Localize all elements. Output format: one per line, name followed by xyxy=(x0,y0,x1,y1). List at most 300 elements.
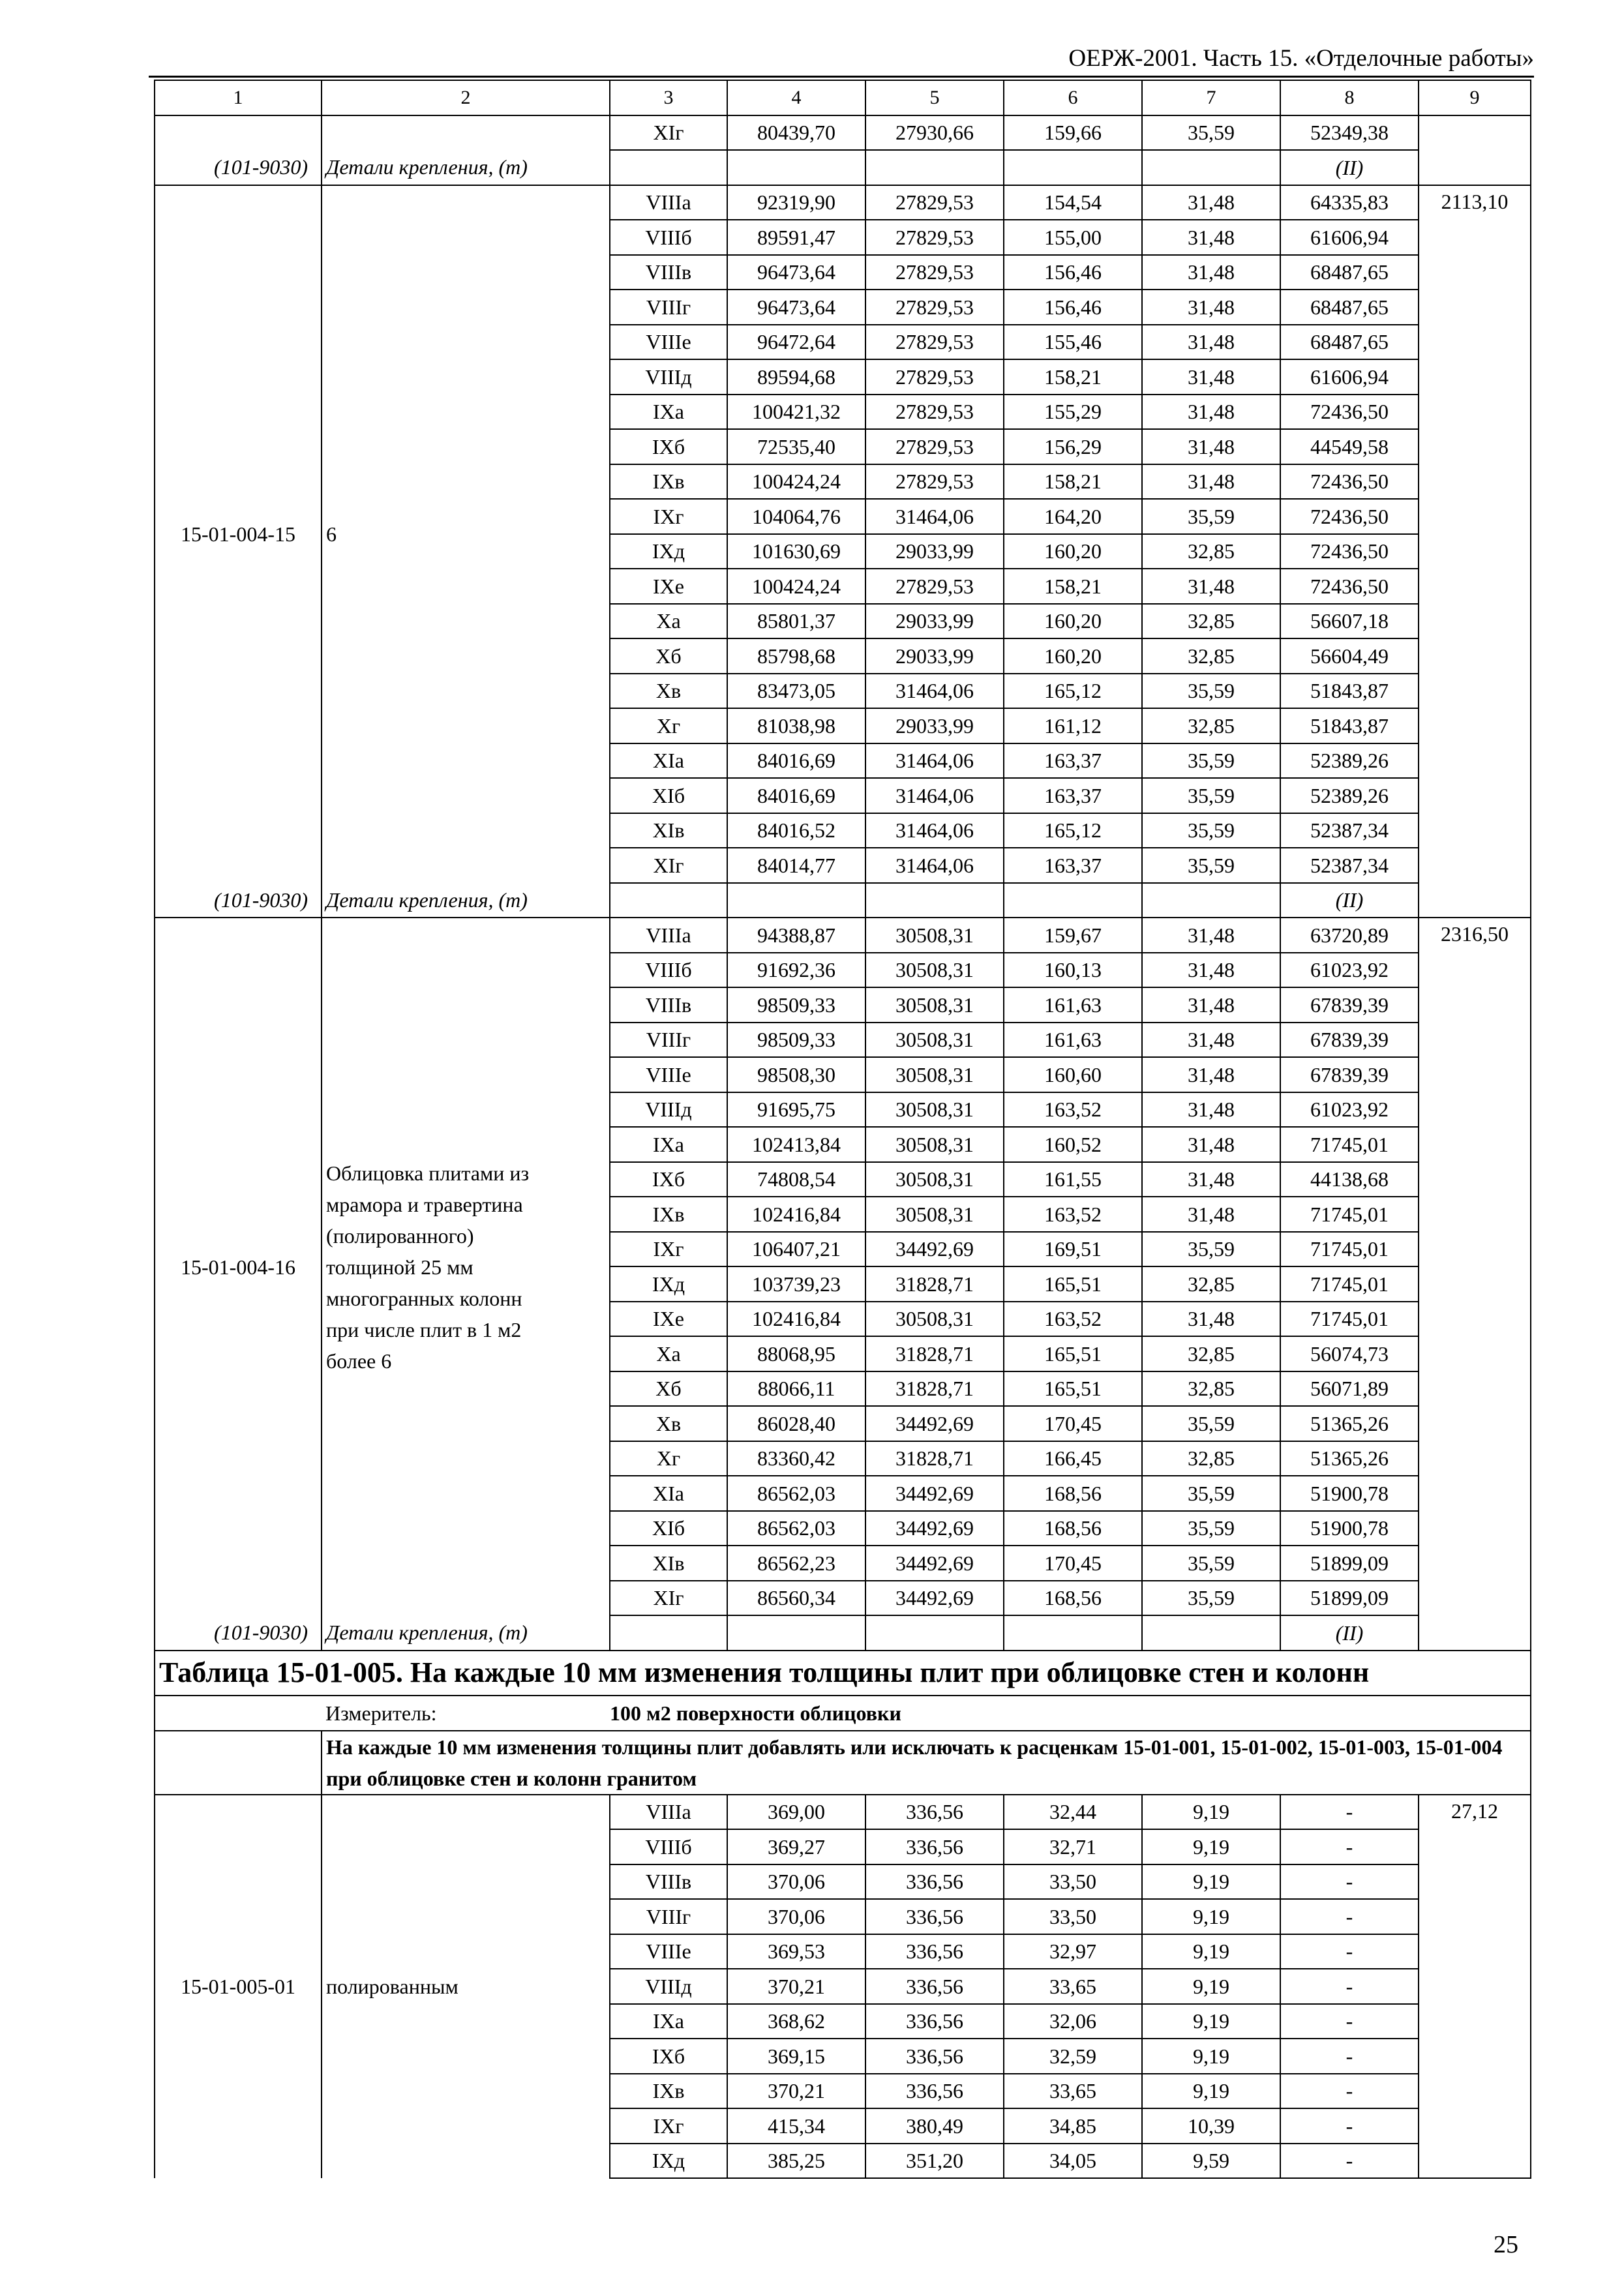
zone-code: VIIIа xyxy=(610,185,727,220)
measure-label: Измеритель: xyxy=(322,1696,610,1731)
machines-cost: 158,21 xyxy=(1004,359,1142,395)
empty-cell xyxy=(1142,883,1280,918)
materials-cost: 72436,50 xyxy=(1280,534,1419,569)
rate-description xyxy=(322,918,610,1615)
machines-cost: 155,00 xyxy=(1004,220,1142,255)
machines-cost: 154,54 xyxy=(1004,185,1142,220)
zone-code: VIIIе xyxy=(610,325,727,360)
wages: 34492,69 xyxy=(865,1232,1004,1267)
wages: 336,56 xyxy=(865,1899,1004,1934)
total-cost: 104064,76 xyxy=(727,499,865,534)
total-cost: 370,06 xyxy=(727,1864,865,1900)
wages: 31464,06 xyxy=(865,674,1004,709)
empty-cell xyxy=(1004,1615,1142,1651)
column-number: 7 xyxy=(1142,80,1280,115)
wages: 336,56 xyxy=(865,1864,1004,1900)
materials-cost: - xyxy=(1280,2108,1419,2144)
machinist-wages: 35,59 xyxy=(1142,1476,1280,1511)
rate-description: полированным xyxy=(322,1795,610,2179)
materials-cost: 61606,94 xyxy=(1280,359,1419,395)
rate-description: 6 xyxy=(322,185,610,883)
materials-cost: 52387,34 xyxy=(1280,848,1419,883)
zone-code: IXв xyxy=(610,1197,727,1232)
total-cost: 102416,84 xyxy=(727,1302,865,1337)
wages: 31828,71 xyxy=(865,1441,1004,1476)
labor-hours xyxy=(1419,115,1531,185)
wages: 30508,31 xyxy=(865,1302,1004,1337)
machines-cost: 161,55 xyxy=(1004,1162,1142,1197)
wages: 31828,71 xyxy=(865,1266,1004,1302)
machines-cost: 168,56 xyxy=(1004,1581,1142,1616)
zone-code: IXг xyxy=(610,1232,727,1267)
empty-cell xyxy=(727,883,865,918)
materials-cost: 71745,01 xyxy=(1280,1266,1419,1302)
total-cost: 98509,33 xyxy=(727,1023,865,1058)
machines-cost: 34,05 xyxy=(1004,2144,1142,2179)
materials-cost: 61023,92 xyxy=(1280,953,1419,988)
wages: 27829,53 xyxy=(865,255,1004,290)
materials-cost: - xyxy=(1280,2004,1419,2039)
wages: 29033,99 xyxy=(865,534,1004,569)
wages: 336,56 xyxy=(865,1829,1004,1864)
materials-cost: 51365,26 xyxy=(1280,1441,1419,1476)
zone-code: IXе xyxy=(610,1302,727,1337)
materials-cost: 61023,92 xyxy=(1280,1092,1419,1128)
labor-hours: 27,12 xyxy=(1419,1795,1531,2179)
materials-cost: 51843,87 xyxy=(1280,708,1419,743)
zone-code: XIг xyxy=(610,848,727,883)
wages: 34492,69 xyxy=(865,1406,1004,1441)
zone-code: XIв xyxy=(610,813,727,848)
machinist-wages: 32,85 xyxy=(1142,604,1280,639)
zone-code: VIIIд xyxy=(610,1092,727,1128)
wages: 30508,31 xyxy=(865,953,1004,988)
total-cost: 103739,23 xyxy=(727,1266,865,1302)
zone-code: VIIIд xyxy=(610,359,727,395)
machinist-wages: 35,59 xyxy=(1142,1406,1280,1441)
total-cost: 72535,40 xyxy=(727,429,865,464)
zone-code: VIIIв xyxy=(610,987,727,1023)
zone-code: IXа xyxy=(610,2004,727,2039)
zone-code: VIIIв xyxy=(610,255,727,290)
column-number-row xyxy=(155,80,1531,115)
wages: 380,49 xyxy=(865,2108,1004,2144)
wages: 27930,66 xyxy=(865,115,1004,151)
machines-cost: 33,65 xyxy=(1004,2074,1142,2109)
total-cost: 98508,30 xyxy=(727,1057,865,1092)
total-cost: 86028,40 xyxy=(727,1406,865,1441)
zone-code: VIIIг xyxy=(610,1023,727,1058)
wages: 34492,69 xyxy=(865,1511,1004,1546)
materials-cost: 51365,26 xyxy=(1280,1406,1419,1441)
column-number: 4 xyxy=(727,80,865,115)
materials-cost: 51899,09 xyxy=(1280,1581,1419,1616)
materials-cost: 72436,50 xyxy=(1280,499,1419,534)
wages: 31464,06 xyxy=(865,743,1004,779)
total-cost: 370,21 xyxy=(727,1969,865,2004)
machines-cost: 156,46 xyxy=(1004,255,1142,290)
total-cost: 86560,34 xyxy=(727,1581,865,1616)
total-cost: 96473,64 xyxy=(727,290,865,325)
total-cost: 84016,69 xyxy=(727,778,865,813)
machinist-wages: 31,48 xyxy=(1142,987,1280,1023)
materials-cost: 72436,50 xyxy=(1280,395,1419,430)
materials-cost: 52387,34 xyxy=(1280,813,1419,848)
materials-cost: 52349,38 xyxy=(1280,115,1419,151)
machinist-wages: 31,48 xyxy=(1142,464,1280,500)
wages: 31464,06 xyxy=(865,813,1004,848)
wages: 27829,53 xyxy=(865,429,1004,464)
machines-cost: 155,29 xyxy=(1004,395,1142,430)
rate-code: 15-01-004-16 xyxy=(155,918,322,1615)
zone-code: Xб xyxy=(610,1371,727,1407)
machinist-wages: 10,39 xyxy=(1142,2108,1280,2144)
machines-cost: 163,37 xyxy=(1004,778,1142,813)
total-cost: 369,53 xyxy=(727,1934,865,1969)
wages: 31464,06 xyxy=(865,499,1004,534)
resource-code: (101-9030) xyxy=(155,150,322,185)
machinist-wages: 9,19 xyxy=(1142,2004,1280,2039)
empty-cell xyxy=(727,1615,865,1651)
empty-cell xyxy=(865,1615,1004,1651)
machinist-wages: 35,59 xyxy=(1142,813,1280,848)
machines-cost: 32,97 xyxy=(1004,1934,1142,1969)
machinist-wages: 9,59 xyxy=(1142,2144,1280,2179)
total-cost: 369,27 xyxy=(727,1829,865,1864)
zone-code: XIа xyxy=(610,1476,727,1511)
zone-code: XIб xyxy=(610,1511,727,1546)
machines-cost: 166,45 xyxy=(1004,1441,1142,1476)
total-cost: 385,25 xyxy=(727,2144,865,2179)
table-title-row xyxy=(155,1651,1531,1696)
resource-name: Детали крепления, (т) xyxy=(322,1615,610,1651)
wages: 31464,06 xyxy=(865,848,1004,883)
resource-code: (101-9030) xyxy=(155,883,322,918)
resource-name: Детали крепления, (т) xyxy=(322,150,610,185)
machinist-wages: 31,48 xyxy=(1142,1197,1280,1232)
wages: 29033,99 xyxy=(865,638,1004,674)
machinist-wages: 35,59 xyxy=(1142,1511,1280,1546)
machinist-wages: 31,48 xyxy=(1142,185,1280,220)
wages: 29033,99 xyxy=(865,604,1004,639)
empty-cell xyxy=(865,150,1004,185)
zone-code: VIIIб xyxy=(610,220,727,255)
machines-cost: 163,37 xyxy=(1004,848,1142,883)
total-cost: 84016,52 xyxy=(727,813,865,848)
materials-cost: - xyxy=(1280,1795,1419,1830)
empty-cell xyxy=(610,1615,727,1651)
total-cost: 102416,84 xyxy=(727,1197,865,1232)
resource-mark: (II) xyxy=(1280,1615,1419,1651)
machinist-wages: 32,85 xyxy=(1142,1266,1280,1302)
total-cost: 100421,32 xyxy=(727,395,865,430)
zone-code: XIв xyxy=(610,1546,727,1581)
machinist-wages: 35,59 xyxy=(1142,674,1280,709)
machines-cost: 34,85 xyxy=(1004,2108,1142,2144)
wages: 27829,53 xyxy=(865,464,1004,500)
total-cost: 86562,03 xyxy=(727,1511,865,1546)
zone-code: VIIIв xyxy=(610,1864,727,1900)
total-cost: 80439,70 xyxy=(727,115,865,151)
machines-cost: 163,37 xyxy=(1004,743,1142,779)
rate-code: 15-01-005-01 xyxy=(155,1795,322,2179)
machines-cost: 159,66 xyxy=(1004,115,1142,151)
materials-cost: 63720,89 xyxy=(1280,918,1419,953)
materials-cost: 56074,73 xyxy=(1280,1336,1419,1371)
machinist-wages: 31,48 xyxy=(1142,1127,1280,1162)
zone-code: XIб xyxy=(610,778,727,813)
total-cost: 88068,95 xyxy=(727,1336,865,1371)
total-cost: 83473,05 xyxy=(727,674,865,709)
machinist-wages: 31,48 xyxy=(1142,429,1280,464)
wages: 336,56 xyxy=(865,2004,1004,2039)
machinist-wages: 32,85 xyxy=(1142,1336,1280,1371)
machinist-wages: 31,48 xyxy=(1142,918,1280,953)
wages: 30508,31 xyxy=(865,918,1004,953)
total-cost: 98509,33 xyxy=(727,987,865,1023)
total-cost: 83360,42 xyxy=(727,1441,865,1476)
zone-code: VIIIе xyxy=(610,1934,727,1969)
zone-code: IXд xyxy=(610,2144,727,2179)
machinist-wages: 9,19 xyxy=(1142,1969,1280,2004)
materials-cost: 51843,87 xyxy=(1280,674,1419,709)
total-cost: 74808,54 xyxy=(727,1162,865,1197)
materials-cost: 44549,58 xyxy=(1280,429,1419,464)
machinist-wages: 31,48 xyxy=(1142,1023,1280,1058)
materials-cost: 51899,09 xyxy=(1280,1546,1419,1581)
machines-cost: 161,12 xyxy=(1004,708,1142,743)
materials-cost: 51900,78 xyxy=(1280,1511,1419,1546)
wages: 336,56 xyxy=(865,1934,1004,1969)
machinist-wages: 31,48 xyxy=(1142,1057,1280,1092)
materials-cost: 52389,26 xyxy=(1280,778,1419,813)
machinist-wages: 9,19 xyxy=(1142,1795,1280,1830)
resource-code: (101-9030) xyxy=(155,1615,322,1651)
total-cost: 92319,90 xyxy=(727,185,865,220)
materials-cost: 71745,01 xyxy=(1280,1197,1419,1232)
machines-cost: 158,21 xyxy=(1004,464,1142,500)
note-row xyxy=(155,1731,1531,1795)
machinist-wages: 31,48 xyxy=(1142,325,1280,360)
total-cost: 369,15 xyxy=(727,2039,865,2074)
machines-cost: 155,46 xyxy=(1004,325,1142,360)
column-number: 6 xyxy=(1004,80,1142,115)
wages: 336,56 xyxy=(865,2074,1004,2109)
materials-cost: 44138,68 xyxy=(1280,1162,1419,1197)
table-row xyxy=(155,185,1531,220)
zone-code: IXб xyxy=(610,1162,727,1197)
wages: 336,56 xyxy=(865,1969,1004,2004)
empty-cell xyxy=(1004,883,1142,918)
machines-cost: 156,29 xyxy=(1004,429,1142,464)
wages: 30508,31 xyxy=(865,1197,1004,1232)
machines-cost: 160,20 xyxy=(1004,638,1142,674)
empty-cell xyxy=(1142,150,1280,185)
total-cost: 86562,23 xyxy=(727,1546,865,1581)
machines-cost: 165,51 xyxy=(1004,1371,1142,1407)
total-cost: 106407,21 xyxy=(727,1232,865,1267)
materials-cost: 56604,49 xyxy=(1280,638,1419,674)
machinist-wages: 35,59 xyxy=(1142,778,1280,813)
zone-code: IXг xyxy=(610,2108,727,2144)
machinist-wages: 9,19 xyxy=(1142,2039,1280,2074)
materials-cost: 68487,65 xyxy=(1280,290,1419,325)
machines-cost: 169,51 xyxy=(1004,1232,1142,1267)
machinist-wages: 31,48 xyxy=(1142,953,1280,988)
zone-code: Xг xyxy=(610,708,727,743)
machinist-wages: 32,85 xyxy=(1142,534,1280,569)
wages: 29033,99 xyxy=(865,708,1004,743)
total-cost: 84016,69 xyxy=(727,743,865,779)
zone-code: XIа xyxy=(610,743,727,779)
materials-cost: - xyxy=(1280,1969,1419,2004)
page-header: ОЕРЖ-2001. Часть 15. «Отделочные работы» xyxy=(1068,45,1534,72)
empty-cell xyxy=(610,150,727,185)
zone-code: VIIIа xyxy=(610,918,727,953)
materials-cost: 64335,83 xyxy=(1280,185,1419,220)
materials-cost: 61606,94 xyxy=(1280,220,1419,255)
materials-cost: 72436,50 xyxy=(1280,569,1419,604)
description-line: Облицовка плитами из xyxy=(326,1161,530,1185)
wages: 34492,69 xyxy=(865,1476,1004,1511)
zone-code: Xб xyxy=(610,638,727,674)
empty-cell xyxy=(1004,150,1142,185)
rates-table xyxy=(154,80,1531,2179)
empty-cell xyxy=(727,150,865,185)
zone-code: VIIIб xyxy=(610,953,727,988)
zone-code: VIIIе xyxy=(610,1057,727,1092)
total-cost: 86562,03 xyxy=(727,1476,865,1511)
total-cost: 101630,69 xyxy=(727,534,865,569)
machinist-wages: 31,48 xyxy=(1142,395,1280,430)
zone-code: VIIIа xyxy=(610,1795,727,1830)
zone-code: IXб xyxy=(610,2039,727,2074)
materials-cost: 51900,78 xyxy=(1280,1476,1419,1511)
wages: 30508,31 xyxy=(865,1057,1004,1092)
zone-code: Xв xyxy=(610,674,727,709)
table-title: Таблица 15-01-005. На каждые 10 мм изменения толщины плит при облицовке стен и колонн xyxy=(155,1651,1531,1696)
machines-cost: 163,52 xyxy=(1004,1302,1142,1337)
empty-cell xyxy=(610,883,727,918)
zone-code: IXб xyxy=(610,429,727,464)
wages: 27829,53 xyxy=(865,185,1004,220)
machines-cost: 170,45 xyxy=(1004,1406,1142,1441)
machines-cost: 165,51 xyxy=(1004,1266,1142,1302)
wages: 31828,71 xyxy=(865,1371,1004,1407)
total-cost: 96472,64 xyxy=(727,325,865,360)
description-line: толщиной 25 мм xyxy=(326,1255,474,1279)
total-cost: 96473,64 xyxy=(727,255,865,290)
machinist-wages: 31,48 xyxy=(1142,569,1280,604)
machinist-wages: 35,59 xyxy=(1142,1546,1280,1581)
zone-code: XIг xyxy=(610,1581,727,1616)
materials-cost: - xyxy=(1280,2039,1419,2074)
machines-cost: 160,20 xyxy=(1004,534,1142,569)
note-text: На каждые 10 мм изменения толщины плит добавлять или исключать к расценкам 15-01-001, 15-01-002, 15-01-003, 15-01-004 при облицовке стен и колонн гранитом xyxy=(322,1731,1531,1795)
machinist-wages: 31,48 xyxy=(1142,1302,1280,1337)
machinist-wages: 31,48 xyxy=(1142,359,1280,395)
machines-cost: 163,52 xyxy=(1004,1197,1142,1232)
machines-cost: 32,06 xyxy=(1004,2004,1142,2039)
total-cost: 85801,37 xyxy=(727,604,865,639)
machinist-wages: 35,59 xyxy=(1142,1232,1280,1267)
total-cost: 84014,77 xyxy=(727,848,865,883)
machinist-wages: 35,59 xyxy=(1142,1581,1280,1616)
zone-code: Xа xyxy=(610,604,727,639)
zone-code: IXд xyxy=(610,1266,727,1302)
measure-spacer xyxy=(155,1696,322,1731)
total-cost: 100424,24 xyxy=(727,464,865,500)
machinist-wages: 35,59 xyxy=(1142,743,1280,779)
machines-cost: 159,67 xyxy=(1004,918,1142,953)
machines-cost: 161,63 xyxy=(1004,1023,1142,1058)
machinist-wages: 31,48 xyxy=(1142,1162,1280,1197)
fastening-parts-row xyxy=(155,883,1531,918)
wages: 31828,71 xyxy=(865,1336,1004,1371)
zone-code: IXг xyxy=(610,499,727,534)
machines-cost: 168,56 xyxy=(1004,1476,1142,1511)
fastening-parts-row xyxy=(155,150,1531,185)
machinist-wages: 31,48 xyxy=(1142,255,1280,290)
materials-cost: 56607,18 xyxy=(1280,604,1419,639)
machinist-wages: 31,48 xyxy=(1142,290,1280,325)
wages: 336,56 xyxy=(865,1795,1004,1830)
machines-cost: 33,65 xyxy=(1004,1969,1142,2004)
wages: 351,20 xyxy=(865,2144,1004,2179)
machinist-wages: 9,19 xyxy=(1142,1934,1280,1969)
materials-cost: 71745,01 xyxy=(1280,1232,1419,1267)
zone-code: Xв xyxy=(610,1406,727,1441)
total-cost: 94388,87 xyxy=(727,918,865,953)
empty-cell xyxy=(1142,1615,1280,1651)
rate-description xyxy=(322,115,610,151)
wages: 336,56 xyxy=(865,2039,1004,2074)
zone-code: VIIIд xyxy=(610,1969,727,2004)
resource-mark: (II) xyxy=(1280,883,1419,918)
table-row xyxy=(155,1795,1531,1830)
machinist-wages: 35,59 xyxy=(1142,499,1280,534)
machinist-wages: 9,19 xyxy=(1142,1829,1280,1864)
labor-hours: 2316,50 xyxy=(1419,918,1531,1651)
header-rule xyxy=(149,76,1534,78)
wages: 34492,69 xyxy=(865,1581,1004,1616)
rate-code xyxy=(155,115,322,151)
machinist-wages: 31,48 xyxy=(1142,1092,1280,1128)
materials-cost: - xyxy=(1280,1829,1419,1864)
materials-cost: 68487,65 xyxy=(1280,255,1419,290)
resource-name: Детали крепления, (т) xyxy=(322,883,610,918)
measure-value: 100 м2 поверхности облицовки xyxy=(610,1696,1531,1731)
description-line: (полированного) xyxy=(326,1223,474,1248)
machinist-wages: 35,59 xyxy=(1142,848,1280,883)
machines-cost: 160,20 xyxy=(1004,604,1142,639)
total-cost: 368,62 xyxy=(727,2004,865,2039)
materials-cost: 68487,65 xyxy=(1280,325,1419,360)
materials-cost: 71745,01 xyxy=(1280,1302,1419,1337)
column-number: 1 xyxy=(155,80,322,115)
zone-code: XIг xyxy=(610,115,727,151)
zone-code: VIIIг xyxy=(610,1899,727,1934)
description-line: более 6 xyxy=(326,1349,392,1373)
total-cost: 369,00 xyxy=(727,1795,865,1830)
empty-cell xyxy=(865,883,1004,918)
zone-code: IXв xyxy=(610,464,727,500)
total-cost: 102413,84 xyxy=(727,1127,865,1162)
labor-hours: 2113,10 xyxy=(1419,185,1531,918)
rate-code: 15-01-004-15 xyxy=(155,185,322,883)
description-line: многогранных колонн xyxy=(326,1286,522,1310)
rates-table-body xyxy=(155,80,1531,2178)
